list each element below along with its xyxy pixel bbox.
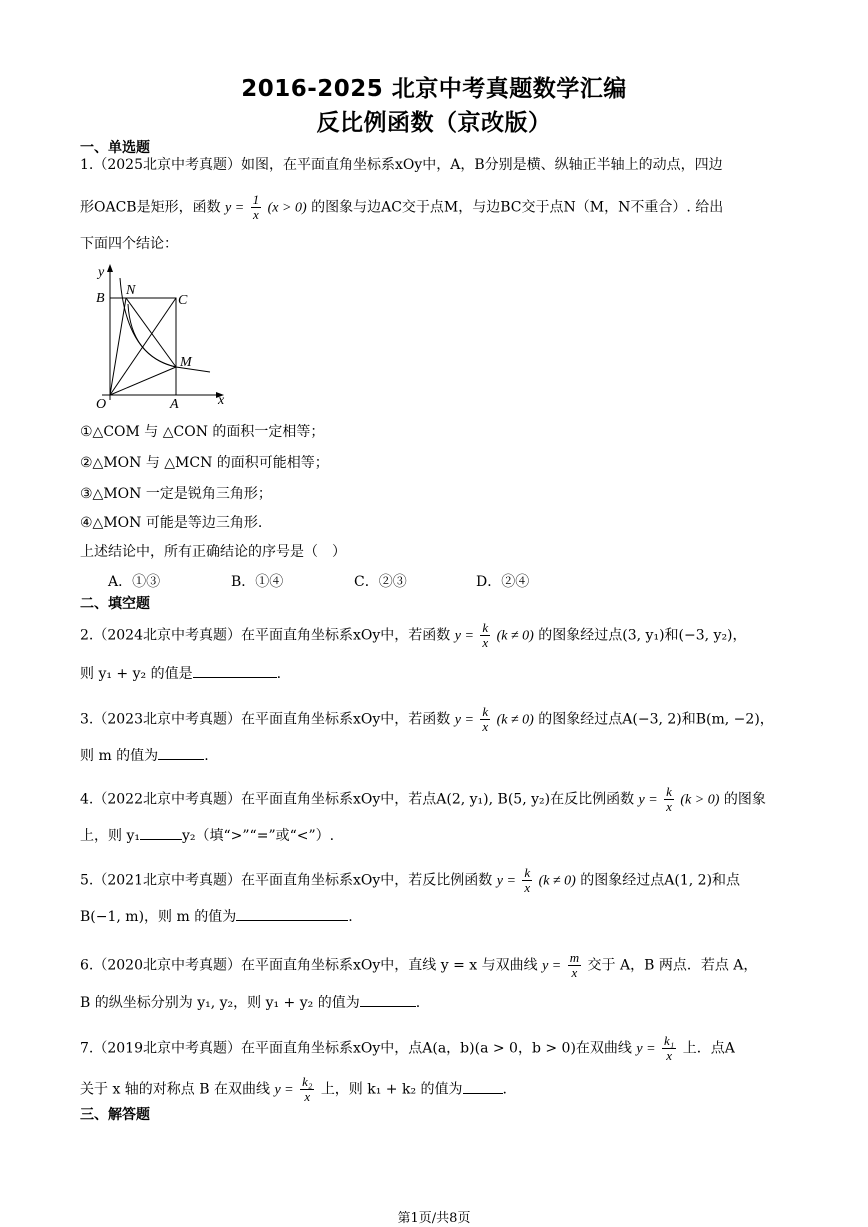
q7-line1 <box>80 1034 790 1063</box>
choice-b[interactable]: B．①④ <box>231 574 284 590</box>
q5-text-c: B(−1, m)，则 m 的值为 <box>80 909 237 925</box>
label-y: y <box>98 265 105 280</box>
q3-frac-num: k <box>482 704 489 719</box>
q5-frac-den: x <box>524 880 531 895</box>
label-c: C <box>178 293 188 308</box>
q2-answer-blank[interactable] <box>193 663 277 678</box>
q7-y-eq: y = <box>636 1041 656 1057</box>
q2-line1 <box>80 621 790 650</box>
q7-frac2-num: k₂ <box>302 1074 313 1089</box>
q5-answer-blank[interactable] <box>236 906 348 921</box>
q1-domain: (x > 0) <box>267 200 307 216</box>
q3-answer-blank[interactable] <box>158 745 204 760</box>
q4-line2 <box>80 825 790 846</box>
document-subtitle: 反比例函数（京改版） <box>316 110 552 136</box>
q2-text-b: 的图象经过点(3, y₁)和(−3, y₂)， <box>538 627 747 644</box>
q6-line2 <box>80 992 790 1013</box>
q1-fraction <box>251 193 262 222</box>
q2-frac-num: k <box>482 620 489 635</box>
q5-line1 <box>80 866 790 895</box>
q7-frac2-den: x <box>304 1089 311 1104</box>
q5-line2 <box>80 906 790 927</box>
q1-line3: 下面四个结论： <box>80 236 178 252</box>
q1-conclusion-3: ③△MON 一定是锐角三角形； <box>80 486 272 502</box>
q1-y-eq: y = <box>225 200 245 216</box>
q7-y-eq-2: y = <box>274 1082 294 1098</box>
q1-conclusion-4: ④△MON 可能是等边三角形. <box>80 515 263 531</box>
q1-conclusion-1: ①△COM 与 △CON 的面积一定相等； <box>80 424 325 440</box>
q2-y-eq: y = <box>454 628 474 644</box>
label-b: B <box>96 291 105 306</box>
q1-line2 <box>80 193 790 222</box>
label-m: M <box>180 355 192 370</box>
label-n: N <box>126 283 136 298</box>
q4-frac-den: x <box>666 799 672 814</box>
q4-line1 <box>80 785 790 814</box>
q6-end: . <box>415 995 421 1011</box>
q6-frac-num: m <box>569 950 580 965</box>
q3-frac-den: x <box>482 719 489 734</box>
q6-y-eq: y = <box>542 958 562 974</box>
q5-end: . <box>348 909 353 925</box>
q7-frac1-num: k₁ <box>664 1033 675 1048</box>
choice-a[interactable]: A．①③ <box>108 574 161 590</box>
q2-end: . <box>276 666 282 682</box>
q4-text-a: 4.（2022北京中考真题）在平面直角坐标系xOy中，若点A(2, y₁), B(5, y₂)在反比例函数 <box>80 791 635 808</box>
q6-line1 <box>80 951 790 980</box>
q3-end: . <box>204 748 209 764</box>
q4-text-c1: 上，则 y₁ <box>80 828 140 844</box>
q3-line2 <box>80 745 790 766</box>
q3-condition: (k ≠ 0) <box>496 712 534 728</box>
choice-c[interactable]: C．②③ <box>354 574 407 590</box>
section-fill-blank: 二、填空题 <box>80 596 150 612</box>
q5-condition: (k ≠ 0) <box>538 873 576 889</box>
q4-fraction <box>664 785 674 814</box>
q2-text-c: 则 y₁ + y₂ 的值是 <box>80 666 193 682</box>
y-axis-arrow <box>107 264 113 272</box>
q5-y-eq: y = <box>496 873 516 889</box>
document-title: 2016-2025 北京中考真题数学汇编 <box>241 76 627 102</box>
page-footer: 第1页/共8页 <box>397 1211 471 1226</box>
q6-text-c: B 的纵坐标分别为 y₁, y₂，则 y₁ + y₂ 的值为 <box>80 995 360 1011</box>
q2-text-a: 2.（2024北京中考真题）在平面直角坐标系xOy中，若函数 <box>80 627 451 644</box>
q7-text-a: 7.（2019北京中考真题）在平面直角坐标系xOy中，点A(a，b)(a > 0，b > 0)在双曲线 <box>80 1040 632 1057</box>
q7-text-c2: 上，则 k₁ + k₂ 的值为 <box>320 1081 463 1098</box>
q5-fraction <box>522 866 532 895</box>
q1-conclusion-2: ②△MON 与 △MCN 的面积可能相等； <box>80 455 329 471</box>
q7-text-c1: 关于 x 轴的对称点 B 在双曲线 <box>80 1081 270 1098</box>
q1-line2-b: 的图象与边AC交于点M，与边BC交于点N（M，N不重合）. 给出 <box>311 199 724 216</box>
q3-text-b: 的图象经过点A(−3, 2)和B(m, −2)， <box>538 711 774 728</box>
section-single-choice: 一、单选题 <box>80 140 150 156</box>
q5-frac-num: k <box>524 865 531 880</box>
q4-condition: (k > 0) <box>680 792 720 808</box>
label-o: O <box>96 397 107 410</box>
q2-fraction <box>480 621 490 650</box>
segment-oc <box>110 298 176 395</box>
q3-line1 <box>80 705 790 734</box>
q1-line1: 1.（2025北京中考真题）如图，在平面直角坐标系xOy中，A，B分别是横、纵轴正半轴上的动点，四边 <box>80 157 723 173</box>
q6-frac-den: x <box>571 965 578 980</box>
q7-fraction-1 <box>662 1034 676 1063</box>
q2-condition: (k ≠ 0) <box>496 628 534 644</box>
q2-line2 <box>80 663 790 684</box>
q5-text-b: 的图象经过点A(1, 2)和点 <box>580 872 741 889</box>
section-solution: 三、解答题 <box>80 1107 150 1123</box>
q3-y-eq: y = <box>454 712 474 728</box>
q4-frac-num: k <box>666 784 672 799</box>
q1-question: 上述结论中，所有正确结论的序号是（ ） <box>80 544 346 560</box>
q7-fraction-2 <box>300 1075 314 1104</box>
q1-line2-a: 形OACB是矩形，函数 <box>80 199 221 216</box>
label-a: A <box>170 397 179 410</box>
q4-text-b: 的图象 <box>723 791 766 808</box>
q4-text-c2: y₂（填“>”“=”或“<”）. <box>181 828 335 844</box>
q4-answer-blank[interactable] <box>140 825 182 840</box>
q4-y-eq: y = <box>638 792 658 808</box>
q3-text-c: 则 m 的值为 <box>80 748 159 764</box>
q1-fraction-den: x <box>253 207 259 222</box>
q7-end: . <box>502 1081 507 1098</box>
q7-text-b: 上．点A <box>682 1040 735 1057</box>
q6-text-a: 6.（2020北京中考真题）在平面直角坐标系xOy中，直线 y = x 与双曲线 <box>80 957 538 974</box>
q3-text-a: 3.（2023北京中考真题）在平面直角坐标系xOy中，若函数 <box>80 711 451 728</box>
q1-figure <box>92 260 237 410</box>
q6-fraction <box>568 951 581 980</box>
label-x: x <box>218 393 225 408</box>
q3-fraction <box>480 705 490 734</box>
q7-line2 <box>80 1075 790 1104</box>
q7-frac1-den: x <box>666 1048 673 1063</box>
q1-fraction-num: 1 <box>252 192 260 207</box>
choice-d[interactable]: D．②④ <box>476 574 530 590</box>
q2-frac-den: x <box>482 635 489 650</box>
q6-answer-blank[interactable] <box>360 992 416 1007</box>
q7-answer-blank[interactable] <box>463 1079 503 1094</box>
segment-on <box>110 298 126 395</box>
q6-text-b: 交于 A，B 两点．若点 A， <box>587 957 758 974</box>
q5-text-a: 5.（2021北京中考真题）在平面直角坐标系xOy中，若反比例函数 <box>80 872 493 889</box>
